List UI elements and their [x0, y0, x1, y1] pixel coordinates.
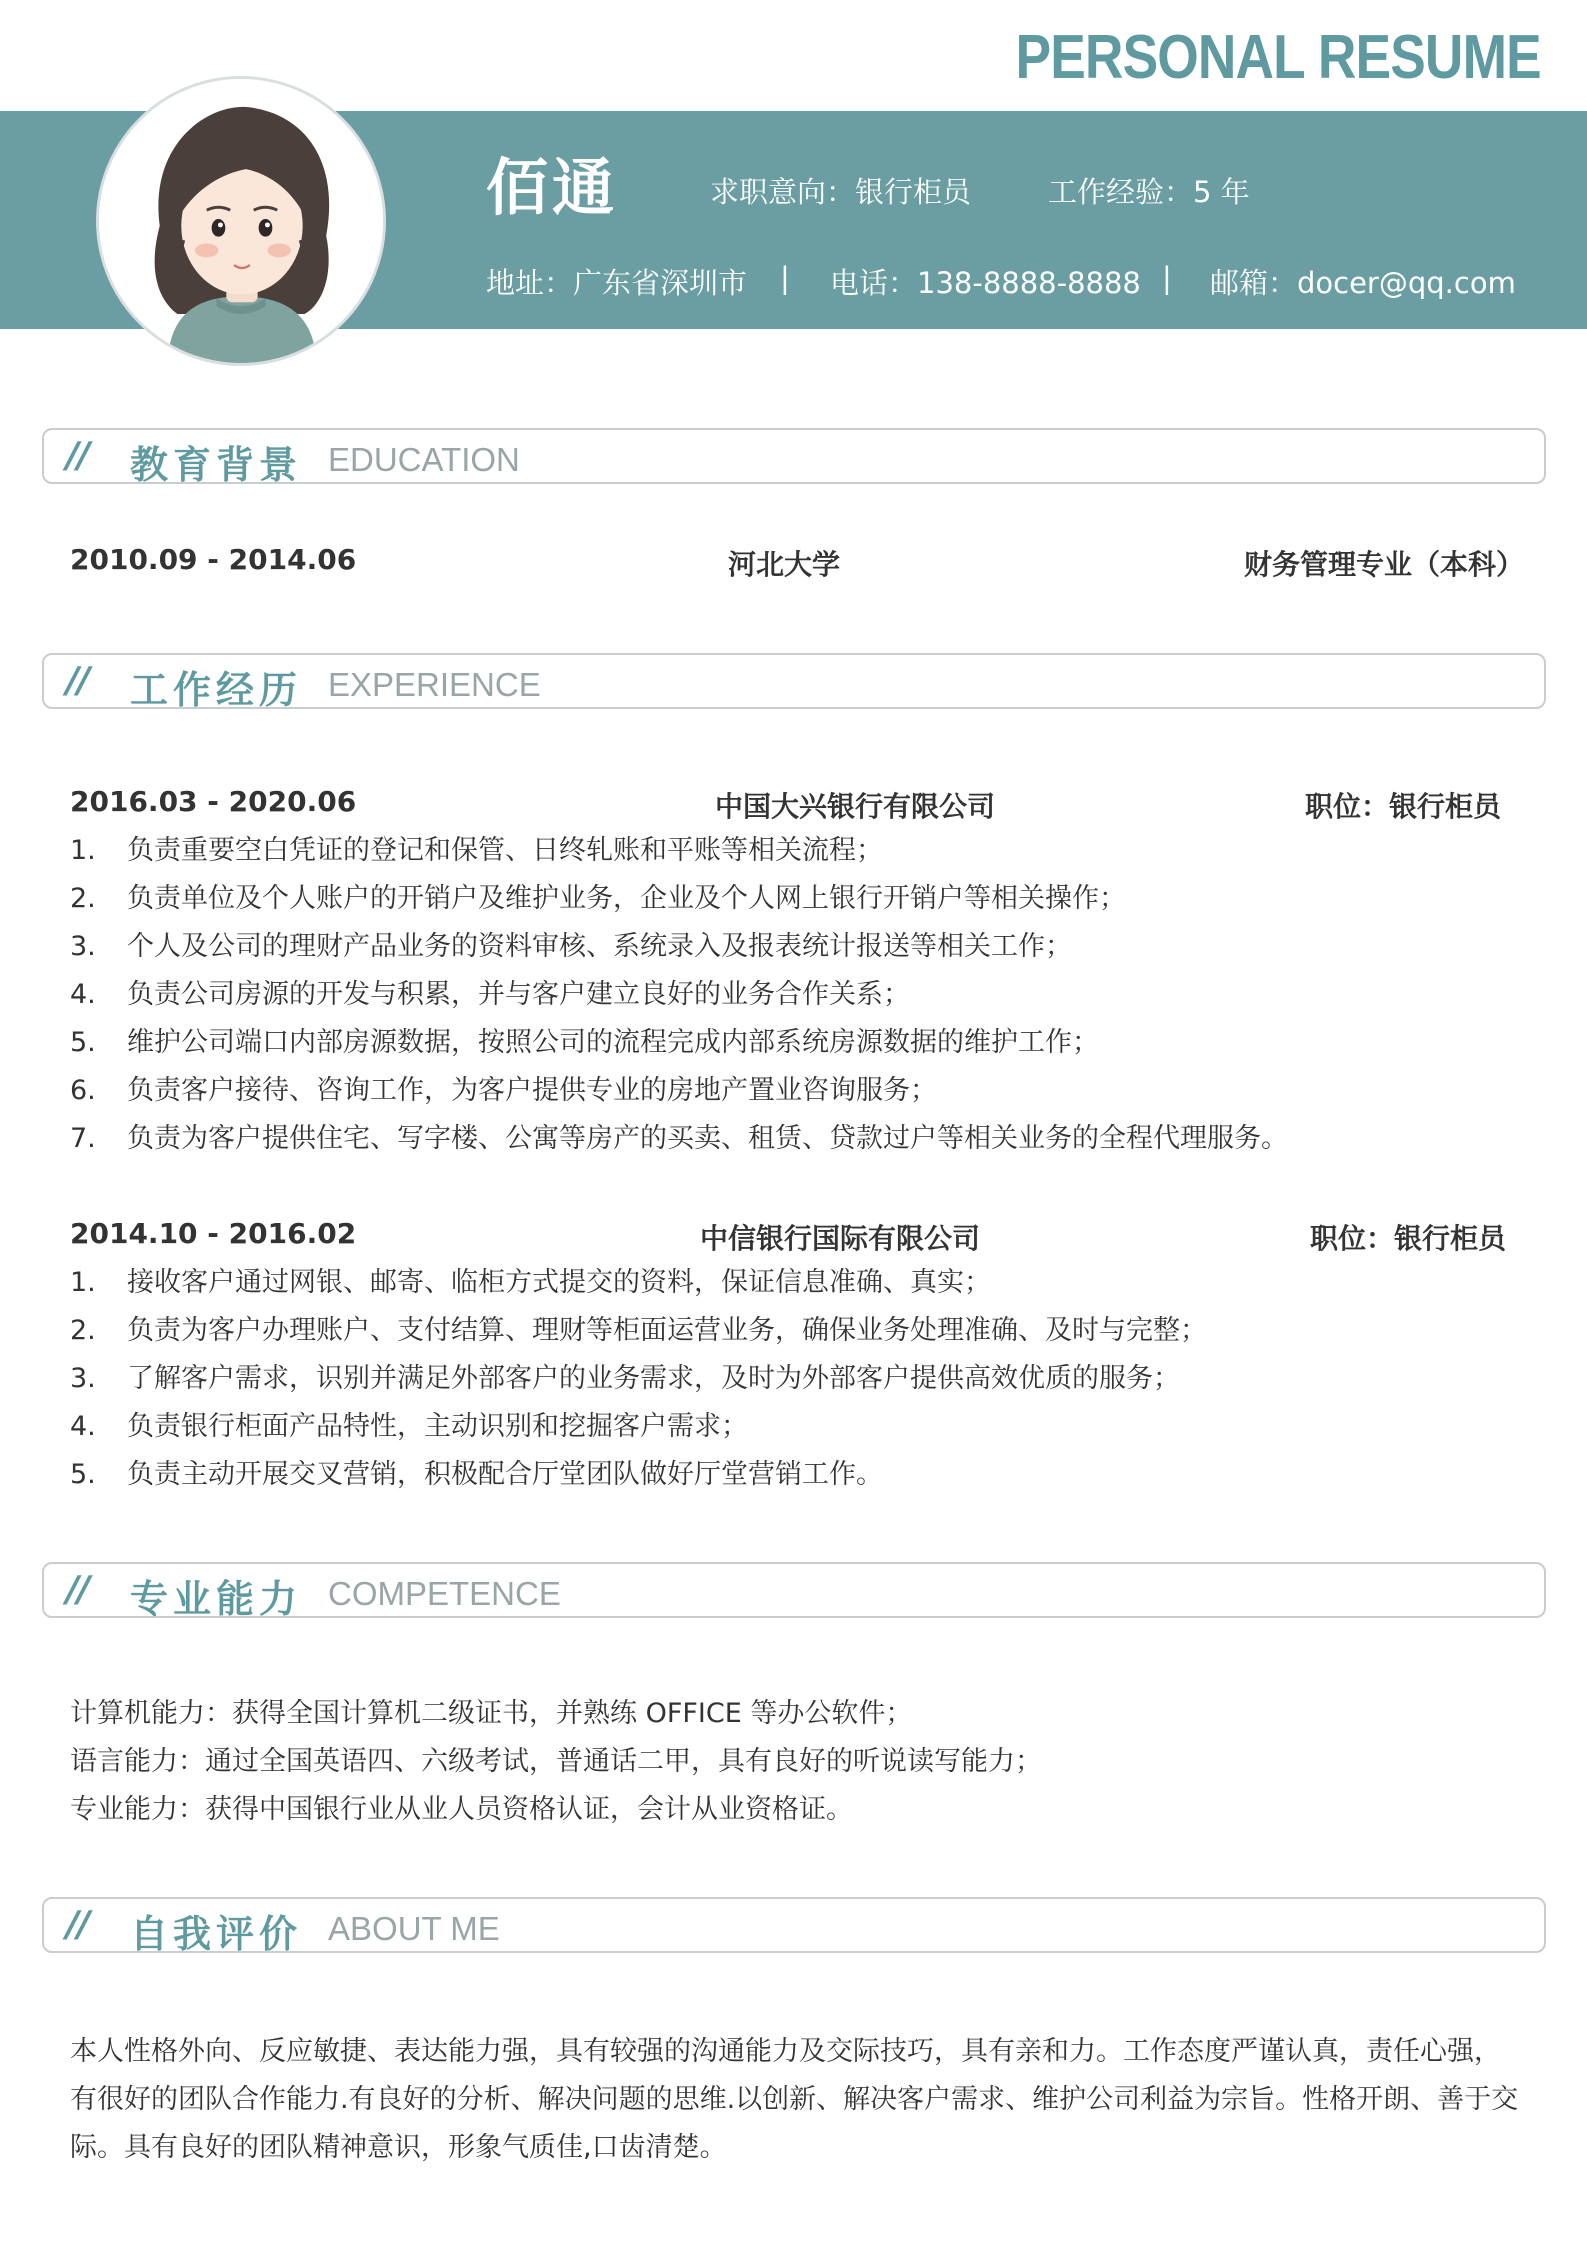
work-experience: 工作经验：5 年	[1048, 175, 1250, 209]
page-title: PERSONAL RESUME	[1015, 23, 1541, 92]
candidate-name: 佰通	[486, 151, 619, 224]
address: 地址：广东省深圳市	[486, 266, 748, 300]
job-duties-list	[70, 1259, 1207, 1499]
job-company: 中国大兴银行有限公司	[715, 790, 996, 823]
section-title: 教育背景	[130, 443, 303, 487]
section-heading-about	[42, 1897, 1546, 1956]
competence-list	[70, 1690, 1042, 1834]
list-item: 7. 负责为客户提供住宅、写字楼、公寓等房产的买卖、租赁、贷款过户等相关业务的全程代理服务。	[70, 1123, 1288, 1154]
section-prefix: //	[66, 1904, 89, 1945]
list-item: 2. 负责为客户办理账户、支付结算、理财等柜面运营业务，确保业务处理准确、及时与完整；	[70, 1315, 1207, 1346]
job-period: 2016.03 - 2020.06	[70, 785, 357, 818]
education-major: 财务管理专业（本科）	[1244, 548, 1525, 581]
job-duties-list	[70, 827, 1288, 1163]
job-intent: 求职意向：银行柜员	[710, 175, 972, 209]
list-item: 3. 了解客户需求，识别并满足外部客户的业务需求，及时为外部客户提供高效优质的服务；	[70, 1363, 1180, 1394]
section-heading-education	[42, 428, 1546, 487]
separator: |	[780, 261, 790, 295]
list-item: 2. 负责单位及个人账户的开销户及维护业务，企业及个人网上银行开销户等相关操作；	[70, 883, 1126, 914]
competence-item: 语言能力：通过全国英语四、六级考试，普通话二甲，具有良好的听说读写能力；	[70, 1746, 1042, 1777]
section-title: 工作经历	[130, 668, 303, 712]
competence-item: 专业能力：获得中国银行业从业人员资格认证，会计从业资格证。	[70, 1794, 853, 1825]
job-period: 2014.10 - 2016.02	[70, 1217, 357, 1250]
section-title: 自我评价	[130, 1912, 303, 1956]
avatar-illustration	[99, 79, 383, 363]
section-heading-competence	[42, 1562, 1546, 1621]
section-prefix: //	[66, 660, 89, 701]
section-subtitle: ABOUT ME	[328, 1910, 500, 1947]
about-paragraph: 本人性格外向、反应敏捷、表达能力强，具有较强的沟通能力及交际技巧，具有亲和力。工作态度严谨认真，责任心强，有很好的团队合作能力.有良好的分析、解决问题的思维.以创新、解决客户需求、维护公司利益为宗旨。性格开朗、善于交际。具有良好的团队精神意识，形象气质佳,口齿清楚。	[70, 2036, 1519, 2163]
list-item: 4. 负责公司房源的开发与积累，并与客户建立良好的业务合作关系；	[70, 979, 910, 1010]
list-item: 4. 负责银行柜面产品特性，主动识别和挖掘客户需求；	[70, 1411, 748, 1442]
section-prefix: //	[66, 1569, 89, 1610]
section-subtitle: EXPERIENCE	[328, 666, 541, 703]
section-subtitle: EDUCATION	[328, 441, 520, 478]
phone: 电话：138-8888-8888	[830, 266, 1141, 300]
separator: |	[1162, 261, 1172, 295]
section-heading-experience	[42, 653, 1546, 712]
list-item: 5. 维护公司端口内部房源数据，按照公司的流程完成内部系统房源数据的维护工作；	[70, 1027, 1099, 1058]
education-school: 河北大学	[728, 548, 841, 581]
list-item: 1. 接收客户通过网银、邮寄、临柜方式提交的资料，保证信息准确、真实；	[70, 1267, 991, 1298]
section-prefix: //	[66, 435, 89, 476]
competence-item: 计算机能力：获得全国计算机二级证书，并熟练 OFFICE 等办公软件；	[70, 1698, 913, 1729]
section-subtitle: COMPETENCE	[328, 1575, 561, 1612]
job-company: 中信银行国际有限公司	[700, 1222, 981, 1255]
education-period: 2010.09 - 2014.06	[70, 543, 357, 576]
list-item: 6. 负责客户接待、咨询工作，为客户提供专业的房地产置业咨询服务；	[70, 1075, 937, 1106]
list-item: 5. 负责主动开展交叉营销，积极配合厅堂团队做好厅堂营销工作。	[70, 1459, 883, 1490]
job-position: 职位：银行柜员	[1310, 1222, 1507, 1255]
avatar	[96, 76, 386, 366]
email: 邮箱：docer@qq.com	[1210, 266, 1516, 300]
section-title: 专业能力	[130, 1577, 303, 1621]
list-item: 3. 个人及公司的理财产品业务的资料审核、系统录入及报表统计报送等相关工作；	[70, 931, 1072, 962]
list-item: 1. 负责重要空白凭证的登记和保管、日终轧账和平账等相关流程；	[70, 835, 883, 866]
job-position: 职位：银行柜员	[1305, 790, 1502, 823]
